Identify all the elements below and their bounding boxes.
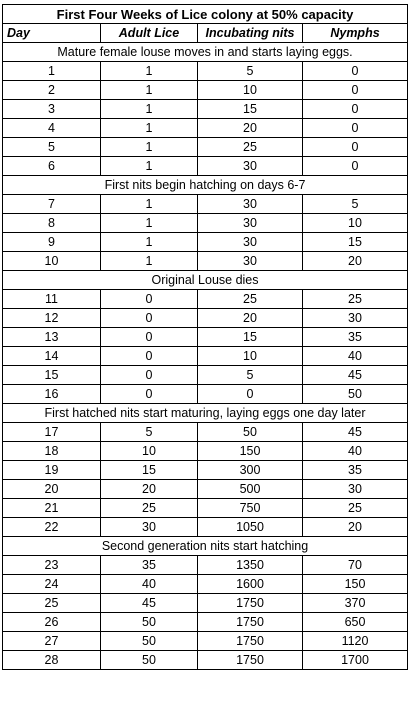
- day-cell: 18: [3, 442, 101, 461]
- incubating-nits-cell: 30: [198, 157, 303, 176]
- section-heading: Original Louse dies: [3, 271, 408, 290]
- adult-lice-cell: 35: [101, 556, 198, 575]
- column-header-incubating-nits: Incubating nits: [198, 24, 303, 43]
- day-cell: 26: [3, 613, 101, 632]
- incubating-nits-cell: 15: [198, 100, 303, 119]
- table-body: [3, 43, 408, 670]
- adult-lice-cell: 0: [101, 366, 198, 385]
- day-cell: 22: [3, 518, 101, 537]
- incubating-nits-cell: 25: [198, 138, 303, 157]
- nymphs-cell: 30: [303, 309, 408, 328]
- day-cell: 21: [3, 499, 101, 518]
- incubating-nits-cell: 500: [198, 480, 303, 499]
- adult-lice-cell: 1: [101, 252, 198, 271]
- day-cell: 24: [3, 575, 101, 594]
- incubating-nits-cell: 1750: [198, 613, 303, 632]
- adult-lice-cell: 0: [101, 328, 198, 347]
- incubating-nits-cell: 300: [198, 461, 303, 480]
- adult-lice-cell: 30: [101, 518, 198, 537]
- day-cell: 27: [3, 632, 101, 651]
- adult-lice-cell: 1: [101, 233, 198, 252]
- nymphs-cell: 10: [303, 214, 408, 233]
- nymphs-cell: 40: [303, 442, 408, 461]
- day-cell: 1: [3, 62, 101, 81]
- nymphs-cell: 0: [303, 138, 408, 157]
- incubating-nits-cell: 1350: [198, 556, 303, 575]
- adult-lice-cell: 40: [101, 575, 198, 594]
- incubating-nits-cell: 20: [198, 119, 303, 138]
- section-heading: First nits begin hatching on days 6-7: [3, 176, 408, 195]
- table-row: [3, 613, 408, 632]
- adult-lice-cell: 1: [101, 81, 198, 100]
- nymphs-cell: 15: [303, 233, 408, 252]
- nymphs-cell: 45: [303, 366, 408, 385]
- day-cell: 28: [3, 651, 101, 670]
- adult-lice-cell: 15: [101, 461, 198, 480]
- nymphs-cell: 150: [303, 575, 408, 594]
- section-heading-row: [3, 271, 408, 290]
- incubating-nits-cell: 5: [198, 366, 303, 385]
- table-row: [3, 62, 408, 81]
- nymphs-cell: 35: [303, 461, 408, 480]
- section-heading: First hatched nits start maturing, laying eggs one day later: [3, 404, 408, 423]
- day-cell: 19: [3, 461, 101, 480]
- adult-lice-cell: 50: [101, 651, 198, 670]
- adult-lice-cell: 1: [101, 100, 198, 119]
- table-row: [3, 138, 408, 157]
- adult-lice-cell: 1: [101, 62, 198, 81]
- day-cell: 9: [3, 233, 101, 252]
- nymphs-cell: 25: [303, 290, 408, 309]
- section-heading-row: [3, 537, 408, 556]
- nymphs-cell: 20: [303, 252, 408, 271]
- column-header-nymphs: Nymphs: [303, 24, 408, 43]
- table-row: [3, 518, 408, 537]
- table-row: [3, 423, 408, 442]
- adult-lice-cell: 1: [101, 157, 198, 176]
- day-cell: 12: [3, 309, 101, 328]
- day-cell: 3: [3, 100, 101, 119]
- table-row: [3, 556, 408, 575]
- table-row: [3, 100, 408, 119]
- lice-colony-table: [2, 4, 408, 670]
- table-title: First Four Weeks of Lice colony at 50% capacity: [3, 5, 408, 24]
- table-row: [3, 328, 408, 347]
- incubating-nits-cell: 20: [198, 309, 303, 328]
- incubating-nits-cell: 1750: [198, 651, 303, 670]
- section-heading-row: [3, 43, 408, 62]
- incubating-nits-cell: 50: [198, 423, 303, 442]
- table-row: [3, 119, 408, 138]
- nymphs-cell: 370: [303, 594, 408, 613]
- column-header-adult-lice: Adult Lice: [101, 24, 198, 43]
- nymphs-cell: 1120: [303, 632, 408, 651]
- incubating-nits-cell: 1750: [198, 594, 303, 613]
- table-row: [3, 309, 408, 328]
- table-row: [3, 632, 408, 651]
- incubating-nits-cell: 30: [198, 233, 303, 252]
- incubating-nits-cell: 10: [198, 81, 303, 100]
- day-cell: 25: [3, 594, 101, 613]
- table-row: [3, 347, 408, 366]
- adult-lice-cell: 50: [101, 613, 198, 632]
- table-row: [3, 461, 408, 480]
- nymphs-cell: 1700: [303, 651, 408, 670]
- nymphs-cell: 650: [303, 613, 408, 632]
- nymphs-cell: 0: [303, 100, 408, 119]
- nymphs-cell: 40: [303, 347, 408, 366]
- table-row: [3, 290, 408, 309]
- table-row: [3, 157, 408, 176]
- adult-lice-cell: 0: [101, 347, 198, 366]
- incubating-nits-cell: 30: [198, 252, 303, 271]
- adult-lice-cell: 1: [101, 138, 198, 157]
- adult-lice-cell: 0: [101, 309, 198, 328]
- incubating-nits-cell: 15: [198, 328, 303, 347]
- adult-lice-cell: 20: [101, 480, 198, 499]
- title-row: [3, 5, 408, 24]
- table-row: [3, 499, 408, 518]
- adult-lice-cell: 1: [101, 119, 198, 138]
- adult-lice-cell: 45: [101, 594, 198, 613]
- day-cell: 5: [3, 138, 101, 157]
- table-row: [3, 575, 408, 594]
- nymphs-cell: 0: [303, 119, 408, 138]
- incubating-nits-cell: 5: [198, 62, 303, 81]
- nymphs-cell: 5: [303, 195, 408, 214]
- day-cell: 7: [3, 195, 101, 214]
- nymphs-cell: 0: [303, 81, 408, 100]
- day-cell: 13: [3, 328, 101, 347]
- day-cell: 15: [3, 366, 101, 385]
- incubating-nits-cell: 750: [198, 499, 303, 518]
- adult-lice-cell: 25: [101, 499, 198, 518]
- incubating-nits-cell: 30: [198, 214, 303, 233]
- day-cell: 23: [3, 556, 101, 575]
- incubating-nits-cell: 10: [198, 347, 303, 366]
- section-heading-row: [3, 404, 408, 423]
- section-heading: Mature female louse moves in and starts laying eggs.: [3, 43, 408, 62]
- day-cell: 17: [3, 423, 101, 442]
- nymphs-cell: 0: [303, 157, 408, 176]
- incubating-nits-cell: 1600: [198, 575, 303, 594]
- table-row: [3, 233, 408, 252]
- incubating-nits-cell: 150: [198, 442, 303, 461]
- adult-lice-cell: 10: [101, 442, 198, 461]
- adult-lice-cell: 1: [101, 214, 198, 233]
- table-row: [3, 252, 408, 271]
- nymphs-cell: 70: [303, 556, 408, 575]
- day-cell: 10: [3, 252, 101, 271]
- adult-lice-cell: 1: [101, 195, 198, 214]
- table-row: [3, 385, 408, 404]
- day-cell: 4: [3, 119, 101, 138]
- section-heading: Second generation nits start hatching: [3, 537, 408, 556]
- day-cell: 16: [3, 385, 101, 404]
- nymphs-cell: 50: [303, 385, 408, 404]
- day-cell: 6: [3, 157, 101, 176]
- table-row: [3, 442, 408, 461]
- column-header-row: [3, 24, 408, 43]
- table-row: [3, 651, 408, 670]
- day-cell: 20: [3, 480, 101, 499]
- column-header-day: Day: [3, 24, 101, 43]
- day-cell: 11: [3, 290, 101, 309]
- table-row: [3, 594, 408, 613]
- incubating-nits-cell: 30: [198, 195, 303, 214]
- day-cell: 2: [3, 81, 101, 100]
- adult-lice-cell: 50: [101, 632, 198, 651]
- adult-lice-cell: 0: [101, 290, 198, 309]
- nymphs-cell: 35: [303, 328, 408, 347]
- incubating-nits-cell: 1050: [198, 518, 303, 537]
- adult-lice-cell: 5: [101, 423, 198, 442]
- nymphs-cell: 0: [303, 62, 408, 81]
- table-row: [3, 195, 408, 214]
- incubating-nits-cell: 25: [198, 290, 303, 309]
- table-row: [3, 480, 408, 499]
- nymphs-cell: 45: [303, 423, 408, 442]
- incubating-nits-cell: 0: [198, 385, 303, 404]
- table-row: [3, 366, 408, 385]
- table-row: [3, 81, 408, 100]
- table-row: [3, 214, 408, 233]
- incubating-nits-cell: 1750: [198, 632, 303, 651]
- day-cell: 8: [3, 214, 101, 233]
- day-cell: 14: [3, 347, 101, 366]
- section-heading-row: [3, 176, 408, 195]
- adult-lice-cell: 0: [101, 385, 198, 404]
- nymphs-cell: 20: [303, 518, 408, 537]
- nymphs-cell: 30: [303, 480, 408, 499]
- nymphs-cell: 25: [303, 499, 408, 518]
